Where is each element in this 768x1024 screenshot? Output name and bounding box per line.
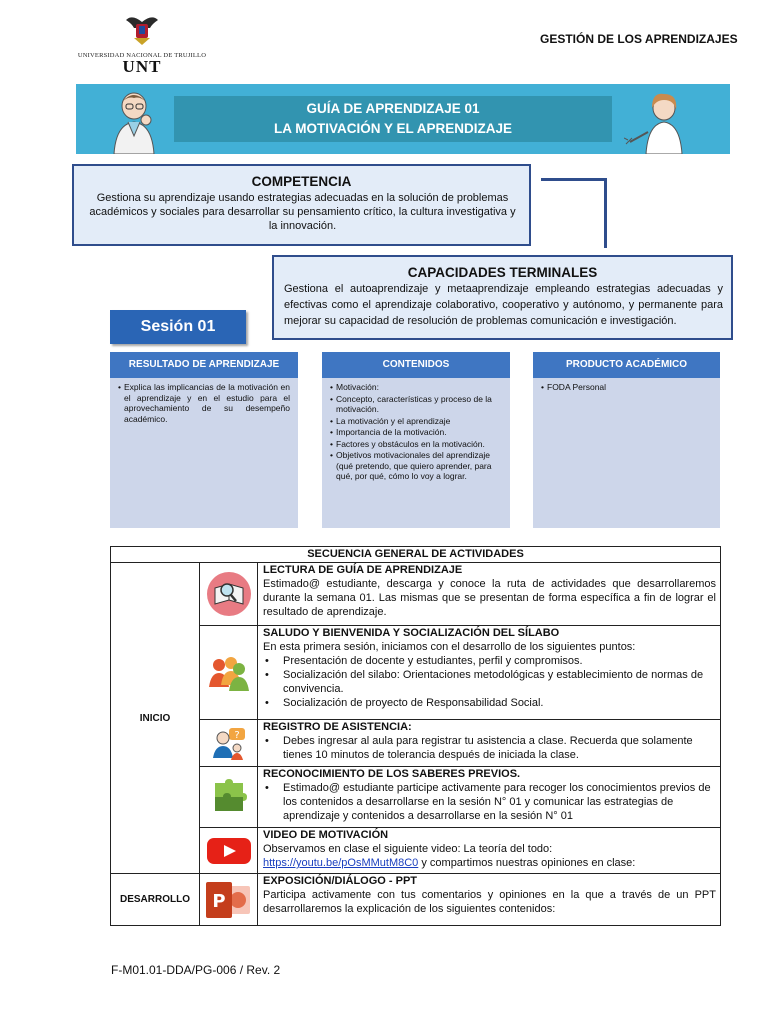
producto-column <box>533 352 720 528</box>
guide-number: GUÍA DE APRENDIZAJE 01 <box>306 101 480 116</box>
activity-row <box>258 563 721 626</box>
section-title: GESTIÓN DE LOS APRENDIZAJES <box>540 32 738 46</box>
activity-title: EXPOSICIÓN/DIÁLOGO - PPT <box>263 875 418 887</box>
activity-row <box>258 720 721 767</box>
icon-cell <box>200 874 258 926</box>
list-item: • Objetivos motivacionales del aprendizaje (qué pretendo, que quiero aprender, para qué, por qué, cómo lo voy a lograr. <box>330 450 504 482</box>
activity-sequence-table <box>110 546 721 926</box>
attendance-icon <box>211 726 247 760</box>
activity-row <box>258 874 721 926</box>
book-magnifier-icon <box>205 570 253 618</box>
youtube-icon <box>207 838 251 864</box>
list-item: • FODA Personal <box>541 382 714 393</box>
list-item: • La motivación y el aprendizaje <box>330 416 504 427</box>
capacidades-text: Gestiona el autoaprendizaje y metaaprendizaje empleando estrategias adecuadas y efectivas como el aprendizaje colaborativo, cooperativo y autónomo, y permanente para mejorar su capacidad de resolución de problemas comunicación e investigación. <box>284 283 723 327</box>
university-crest-icon <box>122 14 162 46</box>
list-item: • Motivación: <box>330 382 504 393</box>
list-item: • Importancia de la motivación. <box>330 427 504 438</box>
icon-cell <box>200 720 258 767</box>
icon-cell <box>200 563 258 626</box>
icon-cell <box>200 767 258 828</box>
capacidades-title: CAPACIDADES TERMINALES <box>407 265 598 280</box>
competencia-box <box>72 164 531 246</box>
document-code: F-M01.01-DDA/PG-006 / Rev. 2 <box>111 963 281 977</box>
activity-text: Observamos en clase el siguiente video: La teoría del todo: <box>263 843 553 855</box>
activity-title: VIDEO DE MOTIVACIÓN <box>263 829 389 841</box>
activity-title: REGISTRO DE ASISTENCIA: <box>263 721 412 733</box>
icon-cell <box>200 626 258 720</box>
svg-text:?: ? <box>233 730 240 741</box>
sequence-title: SECUENCIA GENERAL DE ACTIVIDADES <box>111 547 721 563</box>
activity-row <box>258 828 721 874</box>
unt-logo <box>76 14 208 76</box>
guide-banner <box>76 84 730 154</box>
powerpoint-icon <box>206 882 252 918</box>
activity-title: LECTURA DE GUÍA DE APRENDIZAJE <box>263 564 463 576</box>
activity-text: En esta primera sesión, iniciamos con el desarrollo de los siguientes puntos: <box>263 641 636 653</box>
activity-row <box>258 626 721 720</box>
university-acronym: UNT <box>122 57 162 76</box>
icon-cell <box>200 828 258 874</box>
puzzle-icon <box>211 779 247 815</box>
video-link[interactable]: https://youtu.be/pOsMMutM8C0 <box>263 857 419 869</box>
competencia-text: Gestiona su aprendizaje usando estrategias adecuadas en la solución de problemas académicos y sociales para desarrollar su pensamiento crítico, la cultura investigativa y la innovación. <box>89 192 516 232</box>
producto-header: PRODUCTO ACADÉMICO <box>533 352 720 378</box>
list-item: • Estimado@ estudiante participe activamente para recoger los conocimientos previos de los contenidos a desarrollarse en la sesión N° 01 y comunicar las estrategias de aprendizaje y contenidos a desarrollarse en la sesión N° 01 <box>263 781 716 823</box>
guide-topic: LA MOTIVACIÓN Y EL APRENDIZAJE <box>273 121 513 136</box>
university-name: UNIVERSIDAD NACIONAL DE TRUJILLO <box>77 52 207 59</box>
competencia-title: COMPETENCIA <box>251 174 352 189</box>
session-label: Sesión 01 <box>110 310 246 344</box>
list-item: • Explica las implicancias de la motivación en el aprendizaje y en el estudio para el aprovechamiento de su desempeño académico. <box>118 382 290 424</box>
list-item: • Socialización del silabo: Orientaciones metodológicas y establecimiento de normas de convivencia. <box>263 668 716 696</box>
contenidos-list <box>322 378 510 482</box>
people-group-icon <box>207 653 251 693</box>
resultado-column <box>110 352 298 528</box>
connector-line <box>541 178 607 248</box>
activity-title: SALUDO Y BIENVENIDA Y SOCIALIZACIÓN DEL SÍLABO <box>263 627 560 639</box>
svg-text:P: P <box>211 890 226 912</box>
resultado-header: RESULTADO DE APRENDIZAJE <box>110 352 298 378</box>
video-link-line <box>263 856 716 870</box>
contenidos-header: CONTENIDOS <box>322 352 510 378</box>
resultado-list <box>110 378 298 424</box>
activity-text: Participa activamente con tus comentarios y opiniones en la que a través de un PPT desarrollaremos la explicación de los siguientes contenidos: <box>263 889 716 915</box>
activity-bullets <box>263 781 716 823</box>
list-item: • Factores y obstáculos en la motivación. <box>330 439 504 450</box>
list-item: • Socialización de proyecto de Responsabilidad Social. <box>263 696 716 710</box>
list-item: • Concepto, características y proceso de la motivación. <box>330 394 504 415</box>
thinking-boy-illustration-icon <box>106 90 166 154</box>
activity-bullets <box>263 654 716 710</box>
activity-row <box>258 767 721 828</box>
activity-text: y compartimos nuestras opiniones en clase: <box>418 857 636 869</box>
phase-inicio: INICIO <box>111 563 200 874</box>
contenidos-column <box>322 352 510 528</box>
phase-desarrollo: DESARROLLO <box>111 874 200 926</box>
activity-bullets <box>263 734 716 762</box>
activity-title: RECONOCIMIENTO DE LOS SABERES PREVIOS. <box>263 768 521 780</box>
teacher-girl-illustration-icon <box>624 92 700 154</box>
activity-text: Estimado@ estudiante, descarga y conoce la ruta de actividades que desarrollaremos durante la semana 01. Las mismas que se presentan de forma específica a fin de lograr el resultado de aprendizaje. <box>263 578 716 618</box>
producto-list <box>533 378 720 393</box>
capacidades-box <box>272 255 733 340</box>
list-item: • Debes ingresar al aula para registrar tu asistencia a clase. Recuerda que solamente tienes 10 minutos de tolerancia después de iniciada la clase. <box>263 734 716 762</box>
list-item: • Presentación de docente y estudiantes, perfil y compromisos. <box>263 654 716 668</box>
banner-title <box>174 96 612 142</box>
